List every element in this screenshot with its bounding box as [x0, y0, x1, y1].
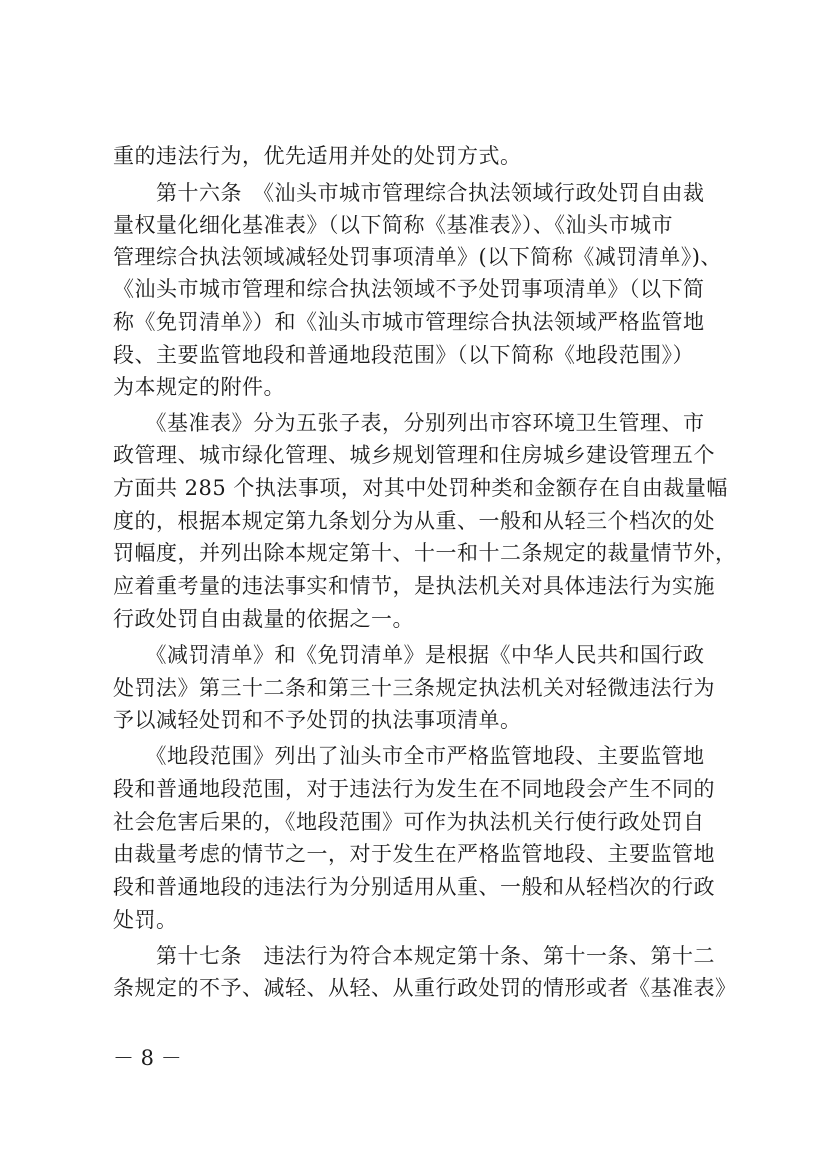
text-line: 第十七条 违法行为符合本规定第十条、第十一条、第十二: [113, 944, 715, 968]
text-line: 重的违法行为，优先适用并处的处罚方式。: [113, 144, 522, 168]
text-line: 予以减轻处罚和不予处罚的执法事项清单。: [113, 708, 522, 732]
text-line: 由裁量考虑的情节之一，对于发生在严格监管地段、主要监管地: [113, 842, 715, 866]
text-line: 《减罚清单》和《免罚清单》是根据《中华人民共和国行政: [113, 643, 705, 667]
text-line: 段、主要监管地段和普通地段范围》（以下简称《地段范围》）: [113, 343, 694, 367]
text-line: 量权量化细化基准表》（以下简称《基准表》）、《汕头市城市: [113, 213, 673, 237]
text-line: 条规定的不予、减轻、从轻、从重行政处罚的情形或者《基准表》: [113, 976, 737, 1000]
text-line: 段和普通地段范围，对于违法行为发生在不同地段会产生不同的: [113, 777, 715, 801]
text-line: 《汕头市城市管理和综合执法领域不予处罚事项清单》（以下简: [113, 277, 705, 301]
text-line: 段和普通地段的违法行为分别适用从重、一般和从轻档次的行政: [113, 875, 715, 899]
text-line: 处罚法》第三十二条和第三十三条规定执法机关对轻微违法行为: [113, 676, 715, 700]
text-line: 第十六条 《汕头市城市管理综合执法领域行政处罚自由裁: [113, 181, 705, 205]
text-line: 《基准表》分为五张子表，分别列出市容环境卫生管理、市: [113, 411, 705, 435]
text-line: 社会危害后果的，《地段范围》可作为执法机关行使行政处罚自: [113, 810, 705, 834]
text-line: 管理综合执法领域减轻处罚事项清单》(以下简称《减罚清单》)、: [113, 245, 722, 269]
text-line: 政管理、城市绿化管理、城乡规划管理和住房城乡建设管理五个: [113, 443, 715, 467]
text-line: 为本规定的附件。: [113, 375, 285, 399]
text-line: 度的，根据本规定第九条划分为从重、一般和从轻三个档次的处: [113, 509, 715, 533]
text-line: 处罚。: [113, 908, 178, 932]
page-number: － 8 －: [113, 1046, 182, 1070]
text-line: 应着重考量的违法事实和情节，是执法机关对具体违法行为实施: [113, 574, 715, 598]
text-line: 罚幅度，并列出除本规定第十、十一和十二条规定的裁量情节外，: [113, 541, 737, 565]
text-line: 方面共 285 个执法事项，对其中处罚种类和金额存在自由裁量幅: [113, 476, 728, 500]
text-line: 行政处罚自由裁量的依据之一。: [113, 607, 414, 631]
text-line: 《地段范围》列出了汕头市全市严格监管地段、主要监管地: [113, 744, 705, 768]
text-line: 称《免罚清单》）和《汕头市城市管理综合执法领域严格监管地: [113, 310, 705, 334]
